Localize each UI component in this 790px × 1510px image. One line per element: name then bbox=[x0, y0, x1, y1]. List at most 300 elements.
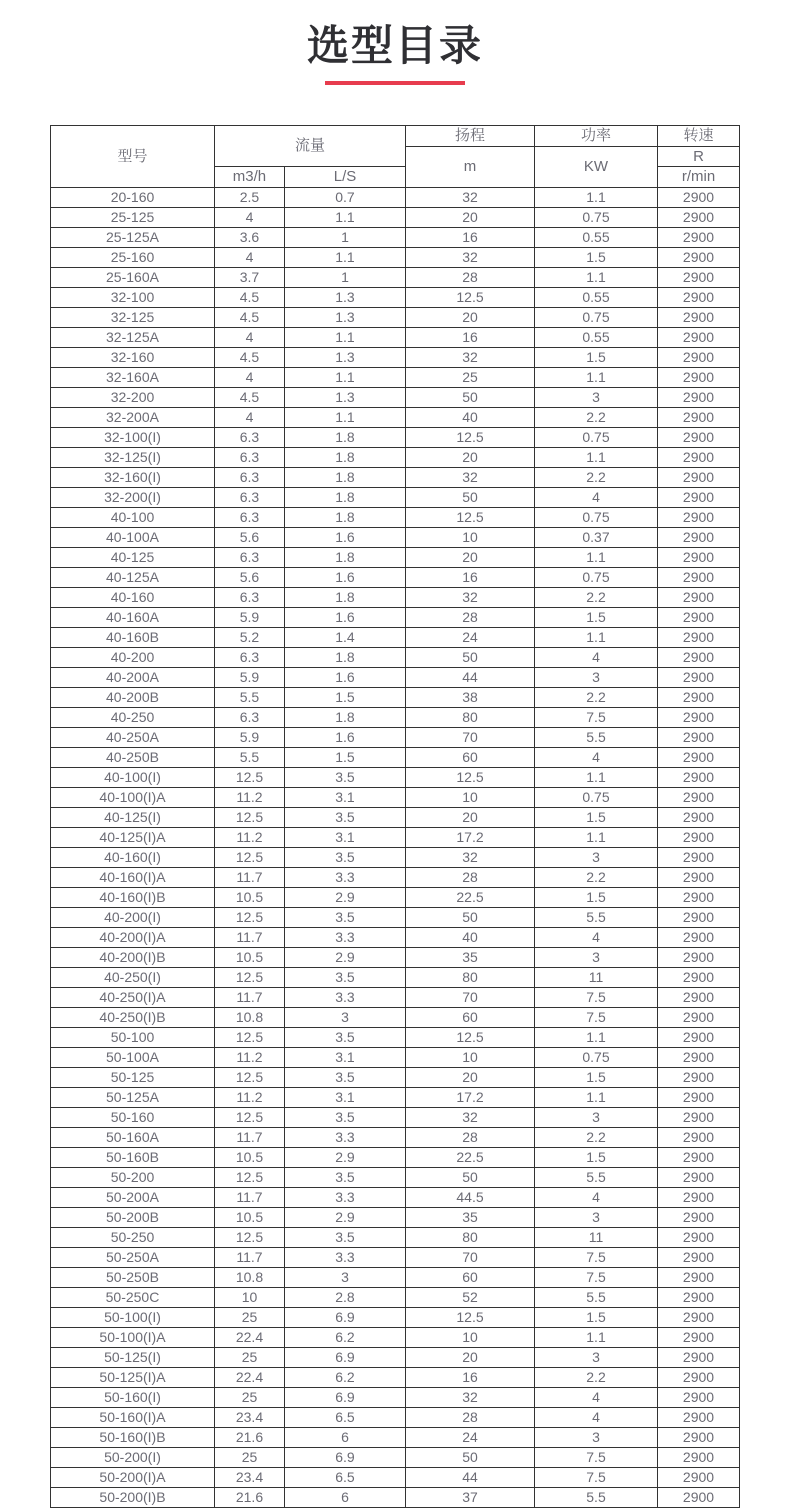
table-row bbox=[50, 588, 739, 608]
table-cell: 25-160A bbox=[50, 268, 214, 288]
table-cell: 32-100 bbox=[50, 288, 214, 308]
table-cell: 50-160 bbox=[50, 1108, 214, 1128]
table-cell: 3.3 bbox=[284, 1188, 405, 1208]
table-cell: 1.8 bbox=[284, 468, 405, 488]
table-cell: 2900 bbox=[658, 388, 740, 408]
table-row bbox=[50, 228, 739, 248]
table-cell: 52 bbox=[406, 1288, 535, 1308]
table-cell: 1.6 bbox=[284, 728, 405, 748]
table-cell: 1.3 bbox=[284, 308, 405, 328]
table-cell: 20-160 bbox=[50, 188, 214, 208]
table-cell: 7.5 bbox=[535, 1248, 658, 1268]
table-cell: 32-160(I) bbox=[50, 468, 214, 488]
table-cell: 11.2 bbox=[214, 1048, 284, 1068]
table-cell: 0.55 bbox=[535, 288, 658, 308]
table-cell: 0.7 bbox=[284, 188, 405, 208]
table-cell: 10 bbox=[406, 1328, 535, 1348]
table-cell: 2900 bbox=[658, 908, 740, 928]
table-cell: 2900 bbox=[658, 1188, 740, 1208]
table-cell: 1.1 bbox=[535, 368, 658, 388]
table-cell: 5.5 bbox=[214, 748, 284, 768]
table-cell: 6.9 bbox=[284, 1448, 405, 1468]
table-cell: 80 bbox=[406, 968, 535, 988]
table-cell: 12.5 bbox=[214, 1168, 284, 1188]
table-cell: 4 bbox=[535, 928, 658, 948]
table-cell: 6.3 bbox=[214, 648, 284, 668]
table-cell: 60 bbox=[406, 1008, 535, 1028]
table-cell: 3.1 bbox=[284, 828, 405, 848]
table-cell: 3.3 bbox=[284, 928, 405, 948]
table-cell: 7.5 bbox=[535, 1008, 658, 1028]
table-cell: 12.5 bbox=[214, 1068, 284, 1088]
table-cell: 3.1 bbox=[284, 788, 405, 808]
table-cell: 6.9 bbox=[284, 1348, 405, 1368]
table-cell: 5.5 bbox=[214, 688, 284, 708]
table-cell: 70 bbox=[406, 1248, 535, 1268]
table-cell: 3 bbox=[284, 1008, 405, 1028]
header-flow: 流量 bbox=[214, 126, 405, 167]
table-cell: 50-250 bbox=[50, 1228, 214, 1248]
table-cell: 40 bbox=[406, 408, 535, 428]
table-cell: 21.6 bbox=[214, 1428, 284, 1448]
table-cell: 3.5 bbox=[284, 1028, 405, 1048]
table-cell: 1.5 bbox=[535, 1148, 658, 1168]
table-cell: 12.5 bbox=[214, 1108, 284, 1128]
table-cell: 20 bbox=[406, 308, 535, 328]
table-cell: 10.5 bbox=[214, 1208, 284, 1228]
table-cell: 50 bbox=[406, 908, 535, 928]
table-cell: 7.5 bbox=[535, 1268, 658, 1288]
table-cell: 2900 bbox=[658, 1488, 740, 1508]
table-cell: 40-100(I) bbox=[50, 768, 214, 788]
table-cell: 20 bbox=[406, 208, 535, 228]
table-row bbox=[50, 328, 739, 348]
table-cell: 60 bbox=[406, 748, 535, 768]
table-cell: 2900 bbox=[658, 1168, 740, 1188]
table-cell: 1.3 bbox=[284, 388, 405, 408]
table-cell: 50-250A bbox=[50, 1248, 214, 1268]
table-cell: 1.1 bbox=[284, 328, 405, 348]
table-cell: 3.3 bbox=[284, 988, 405, 1008]
table-cell: 28 bbox=[406, 868, 535, 888]
table-cell: 25 bbox=[214, 1448, 284, 1468]
table-cell: 16 bbox=[406, 328, 535, 348]
table-cell: 40-250(I)B bbox=[50, 1008, 214, 1028]
table-cell: 6.3 bbox=[214, 468, 284, 488]
table-cell: 50-160B bbox=[50, 1148, 214, 1168]
table-row bbox=[50, 1028, 739, 1048]
header-model: 型号 bbox=[50, 126, 214, 188]
table-cell: 10 bbox=[406, 788, 535, 808]
table-cell: 1.5 bbox=[535, 1068, 658, 1088]
table-cell: 25 bbox=[214, 1308, 284, 1328]
table-cell: 3 bbox=[535, 1348, 658, 1368]
table-cell: 50-125A bbox=[50, 1088, 214, 1108]
table-cell: 2900 bbox=[658, 368, 740, 388]
table-cell: 0.75 bbox=[535, 208, 658, 228]
table-cell: 32 bbox=[406, 1388, 535, 1408]
table-cell: 20 bbox=[406, 808, 535, 828]
table-cell: 40-250(I) bbox=[50, 968, 214, 988]
table-cell: 2900 bbox=[658, 988, 740, 1008]
table-cell: 4 bbox=[214, 248, 284, 268]
table-cell: 2900 bbox=[658, 608, 740, 628]
table-cell: 2900 bbox=[658, 588, 740, 608]
table-cell: 3.5 bbox=[284, 1228, 405, 1248]
table-row bbox=[50, 708, 739, 728]
table-cell: 1.4 bbox=[284, 628, 405, 648]
table-cell: 70 bbox=[406, 988, 535, 1008]
table-cell: 28 bbox=[406, 268, 535, 288]
table-cell: 2900 bbox=[658, 628, 740, 648]
table-cell: 2900 bbox=[658, 1128, 740, 1148]
table-cell: 11.2 bbox=[214, 828, 284, 848]
table-cell: 4 bbox=[535, 648, 658, 668]
table-cell: 4 bbox=[214, 208, 284, 228]
table-cell: 20 bbox=[406, 448, 535, 468]
table-cell: 2900 bbox=[658, 828, 740, 848]
header-speed-unit: r/min bbox=[658, 167, 740, 188]
table-cell: 2900 bbox=[658, 728, 740, 748]
table-cell: 0.75 bbox=[535, 788, 658, 808]
table-row bbox=[50, 1468, 739, 1488]
table-cell: 44 bbox=[406, 1468, 535, 1488]
table-cell: 1.1 bbox=[535, 1328, 658, 1348]
table-cell: 2900 bbox=[658, 288, 740, 308]
table-cell: 3 bbox=[535, 1208, 658, 1228]
table-row bbox=[50, 1068, 739, 1088]
header-flow-unit-ls: L/S bbox=[284, 167, 405, 188]
table-cell: 32 bbox=[406, 848, 535, 868]
table-cell: 1.1 bbox=[284, 248, 405, 268]
table-cell: 2900 bbox=[658, 1468, 740, 1488]
table-cell: 1.1 bbox=[535, 628, 658, 648]
table-row bbox=[50, 1488, 739, 1508]
table-cell: 1.1 bbox=[535, 1028, 658, 1048]
table-cell: 3.1 bbox=[284, 1088, 405, 1108]
table-row bbox=[50, 868, 739, 888]
table-cell: 2900 bbox=[658, 688, 740, 708]
table-row bbox=[50, 268, 739, 288]
table-row bbox=[50, 1328, 739, 1348]
table-row bbox=[50, 1048, 739, 1068]
table-cell: 12.5 bbox=[406, 288, 535, 308]
table-cell: 20 bbox=[406, 1068, 535, 1088]
table-row bbox=[50, 1248, 739, 1268]
table-cell: 2.2 bbox=[535, 1128, 658, 1148]
table-cell: 32-160 bbox=[50, 348, 214, 368]
table-cell: 12.5 bbox=[214, 848, 284, 868]
table-cell: 0.37 bbox=[535, 528, 658, 548]
table-row bbox=[50, 288, 739, 308]
table-cell: 50-125(I)A bbox=[50, 1368, 214, 1388]
table-cell: 1.6 bbox=[284, 668, 405, 688]
table-cell: 6.3 bbox=[214, 508, 284, 528]
table-cell: 40-160B bbox=[50, 628, 214, 648]
table-cell: 2900 bbox=[658, 928, 740, 948]
header-power-unit: KW bbox=[535, 147, 658, 188]
table-row bbox=[50, 728, 739, 748]
table-row bbox=[50, 788, 739, 808]
table-cell: 12.5 bbox=[214, 908, 284, 928]
table-cell: 1.1 bbox=[284, 408, 405, 428]
table-cell: 4 bbox=[535, 1188, 658, 1208]
table-cell: 80 bbox=[406, 708, 535, 728]
table-cell: 3.5 bbox=[284, 1108, 405, 1128]
table-row bbox=[50, 1288, 739, 1308]
table-row bbox=[50, 1348, 739, 1368]
table-cell: 4.5 bbox=[214, 348, 284, 368]
table-cell: 50-160A bbox=[50, 1128, 214, 1148]
table-cell: 11.2 bbox=[214, 1088, 284, 1108]
table-cell: 6.9 bbox=[284, 1388, 405, 1408]
table-cell: 2900 bbox=[658, 1448, 740, 1468]
table-cell: 4.5 bbox=[214, 288, 284, 308]
table-cell: 2900 bbox=[658, 248, 740, 268]
table-cell: 2.2 bbox=[535, 408, 658, 428]
table-cell: 2900 bbox=[658, 1248, 740, 1268]
table-cell: 1.8 bbox=[284, 548, 405, 568]
table-row bbox=[50, 908, 739, 928]
table-cell: 2900 bbox=[658, 1148, 740, 1168]
table-cell: 2900 bbox=[658, 1268, 740, 1288]
table-cell: 2900 bbox=[658, 748, 740, 768]
table-cell: 2.2 bbox=[535, 868, 658, 888]
table-cell: 2900 bbox=[658, 228, 740, 248]
table-cell: 1.5 bbox=[284, 688, 405, 708]
table-cell: 2900 bbox=[658, 648, 740, 668]
table-cell: 1 bbox=[284, 228, 405, 248]
table-row bbox=[50, 668, 739, 688]
table-cell: 12.5 bbox=[214, 1028, 284, 1048]
table-cell: 2900 bbox=[658, 1328, 740, 1348]
table-cell: 12.5 bbox=[214, 1228, 284, 1248]
table-cell: 2900 bbox=[658, 208, 740, 228]
table-cell: 25 bbox=[406, 368, 535, 388]
table-cell: 50 bbox=[406, 1168, 535, 1188]
table-row bbox=[50, 1168, 739, 1188]
table-cell: 1.8 bbox=[284, 708, 405, 728]
table-cell: 3.7 bbox=[214, 268, 284, 288]
table-cell: 17.2 bbox=[406, 1088, 535, 1108]
table-cell: 12.5 bbox=[406, 768, 535, 788]
table-cell: 10 bbox=[214, 1288, 284, 1308]
table-cell: 28 bbox=[406, 1408, 535, 1428]
table-cell: 2900 bbox=[658, 1408, 740, 1428]
table-cell: 10.8 bbox=[214, 1008, 284, 1028]
table-row bbox=[50, 968, 739, 988]
table-cell: 0.55 bbox=[535, 228, 658, 248]
table-cell: 1.5 bbox=[535, 248, 658, 268]
table-cell: 40-100 bbox=[50, 508, 214, 528]
table-cell: 40-160 bbox=[50, 588, 214, 608]
table-cell: 2900 bbox=[658, 1388, 740, 1408]
table-cell: 1.6 bbox=[284, 568, 405, 588]
table-cell: 5.2 bbox=[214, 628, 284, 648]
table-cell: 0.75 bbox=[535, 428, 658, 448]
table-cell: 2900 bbox=[658, 1228, 740, 1248]
table-cell: 80 bbox=[406, 1228, 535, 1248]
table-cell: 12.5 bbox=[214, 808, 284, 828]
table-cell: 11 bbox=[535, 968, 658, 988]
table-cell: 6.2 bbox=[284, 1328, 405, 1348]
table-cell: 3 bbox=[535, 1108, 658, 1128]
table-cell: 6.2 bbox=[284, 1368, 405, 1388]
table-cell: 2.9 bbox=[284, 1208, 405, 1228]
table-row bbox=[50, 888, 739, 908]
table-cell: 23.4 bbox=[214, 1468, 284, 1488]
table-cell: 6.3 bbox=[214, 488, 284, 508]
table-cell: 1 bbox=[284, 268, 405, 288]
table-cell: 1.6 bbox=[284, 608, 405, 628]
table-cell: 1.8 bbox=[284, 428, 405, 448]
table-cell: 10 bbox=[406, 1048, 535, 1068]
table-cell: 50-125 bbox=[50, 1068, 214, 1088]
table-cell: 2900 bbox=[658, 408, 740, 428]
table-cell: 2900 bbox=[658, 1308, 740, 1328]
header-head: 扬程 bbox=[406, 126, 535, 147]
table-cell: 3 bbox=[284, 1268, 405, 1288]
table-cell: 11.7 bbox=[214, 1128, 284, 1148]
table-cell: 50 bbox=[406, 488, 535, 508]
table-cell: 32-125A bbox=[50, 328, 214, 348]
table-cell: 40 bbox=[406, 928, 535, 948]
table-cell: 2900 bbox=[658, 868, 740, 888]
table-cell: 6.3 bbox=[214, 548, 284, 568]
table-cell: 11.7 bbox=[214, 988, 284, 1008]
table-row bbox=[50, 828, 739, 848]
table-cell: 70 bbox=[406, 728, 535, 748]
table-cell: 10.5 bbox=[214, 888, 284, 908]
header-speed-r: R bbox=[658, 147, 740, 167]
table-row bbox=[50, 1128, 739, 1148]
table-cell: 2900 bbox=[658, 488, 740, 508]
title-underline bbox=[325, 81, 465, 85]
header-flow-unit-m3h: m3/h bbox=[214, 167, 284, 188]
selection-table bbox=[50, 125, 740, 1508]
table-cell: 50-200B bbox=[50, 1208, 214, 1228]
table-cell: 40-250A bbox=[50, 728, 214, 748]
table-cell: 2900 bbox=[658, 1088, 740, 1108]
table-cell: 1.1 bbox=[535, 768, 658, 788]
table-cell: 5.5 bbox=[535, 1168, 658, 1188]
table-cell: 32-125(I) bbox=[50, 448, 214, 468]
table-cell: 32 bbox=[406, 588, 535, 608]
table-cell: 2900 bbox=[658, 268, 740, 288]
table-cell: 3.3 bbox=[284, 868, 405, 888]
table-cell: 32-200 bbox=[50, 388, 214, 408]
table-row bbox=[50, 408, 739, 428]
table-cell: 3.1 bbox=[284, 1048, 405, 1068]
table-cell: 12.5 bbox=[214, 968, 284, 988]
table-cell: 37 bbox=[406, 1488, 535, 1508]
table-cell: 32-200(I) bbox=[50, 488, 214, 508]
table-row bbox=[50, 768, 739, 788]
table-cell: 6.3 bbox=[214, 448, 284, 468]
table-cell: 50-100 bbox=[50, 1028, 214, 1048]
table-row bbox=[50, 928, 739, 948]
table-cell: 5.5 bbox=[535, 1288, 658, 1308]
table-cell: 2900 bbox=[658, 1048, 740, 1068]
table-cell: 32-160A bbox=[50, 368, 214, 388]
table-row bbox=[50, 1108, 739, 1128]
table-row bbox=[50, 1228, 739, 1248]
table-cell: 5.6 bbox=[214, 568, 284, 588]
table-cell: 5.5 bbox=[535, 908, 658, 928]
table-cell: 40-125A bbox=[50, 568, 214, 588]
table-cell: 1.1 bbox=[535, 448, 658, 468]
table-cell: 2.8 bbox=[284, 1288, 405, 1308]
table-cell: 2900 bbox=[658, 888, 740, 908]
table-cell: 10.5 bbox=[214, 1148, 284, 1168]
table-cell: 2900 bbox=[658, 1288, 740, 1308]
table-cell: 5.5 bbox=[535, 728, 658, 748]
table-cell: 0.75 bbox=[535, 1048, 658, 1068]
table-cell: 4 bbox=[535, 488, 658, 508]
header-speed: 转速 bbox=[658, 126, 740, 147]
table-cell: 3.6 bbox=[214, 228, 284, 248]
table-cell: 4 bbox=[535, 748, 658, 768]
table-cell: 20 bbox=[406, 548, 535, 568]
table-cell: 0.75 bbox=[535, 308, 658, 328]
table-cell: 2900 bbox=[658, 1348, 740, 1368]
table-row bbox=[50, 348, 739, 368]
table-row bbox=[50, 308, 739, 328]
table-cell: 12.5 bbox=[406, 1308, 535, 1328]
table-cell: 60 bbox=[406, 1268, 535, 1288]
table-cell: 2.9 bbox=[284, 888, 405, 908]
table-cell: 6 bbox=[284, 1428, 405, 1448]
table-cell: 1.1 bbox=[535, 548, 658, 568]
table-cell: 11.7 bbox=[214, 1188, 284, 1208]
table-row bbox=[50, 1188, 739, 1208]
table-cell: 1.1 bbox=[535, 1088, 658, 1108]
header-power: 功率 bbox=[535, 126, 658, 147]
table-cell: 10.5 bbox=[214, 948, 284, 968]
table-cell: 3 bbox=[535, 668, 658, 688]
table-cell: 10 bbox=[406, 528, 535, 548]
table-cell: 2.9 bbox=[284, 948, 405, 968]
table-row bbox=[50, 748, 739, 768]
table-cell: 40-250(I)A bbox=[50, 988, 214, 1008]
table-cell: 2.9 bbox=[284, 1148, 405, 1168]
table-cell: 2900 bbox=[658, 448, 740, 468]
table-cell: 3 bbox=[535, 1428, 658, 1448]
table-row bbox=[50, 1368, 739, 1388]
table-cell: 2900 bbox=[658, 308, 740, 328]
table-cell: 3.3 bbox=[284, 1248, 405, 1268]
table-cell: 50-160(I)B bbox=[50, 1428, 214, 1448]
table-row bbox=[50, 608, 739, 628]
table-cell: 40-200(I) bbox=[50, 908, 214, 928]
table-cell: 3.5 bbox=[284, 1068, 405, 1088]
table-cell: 50-200(I)B bbox=[50, 1488, 214, 1508]
table-cell: 3 bbox=[535, 388, 658, 408]
table-cell: 40-125 bbox=[50, 548, 214, 568]
table-cell: 21.6 bbox=[214, 1488, 284, 1508]
table-cell: 3 bbox=[535, 948, 658, 968]
table-cell: 35 bbox=[406, 948, 535, 968]
table-cell: 4 bbox=[535, 1388, 658, 1408]
table-row bbox=[50, 528, 739, 548]
table-cell: 1.5 bbox=[535, 348, 658, 368]
table-row bbox=[50, 388, 739, 408]
table-cell: 2900 bbox=[658, 1008, 740, 1028]
table-cell: 40-250 bbox=[50, 708, 214, 728]
table-cell: 11.2 bbox=[214, 788, 284, 808]
table-cell: 4.5 bbox=[214, 308, 284, 328]
table-cell: 5.6 bbox=[214, 528, 284, 548]
